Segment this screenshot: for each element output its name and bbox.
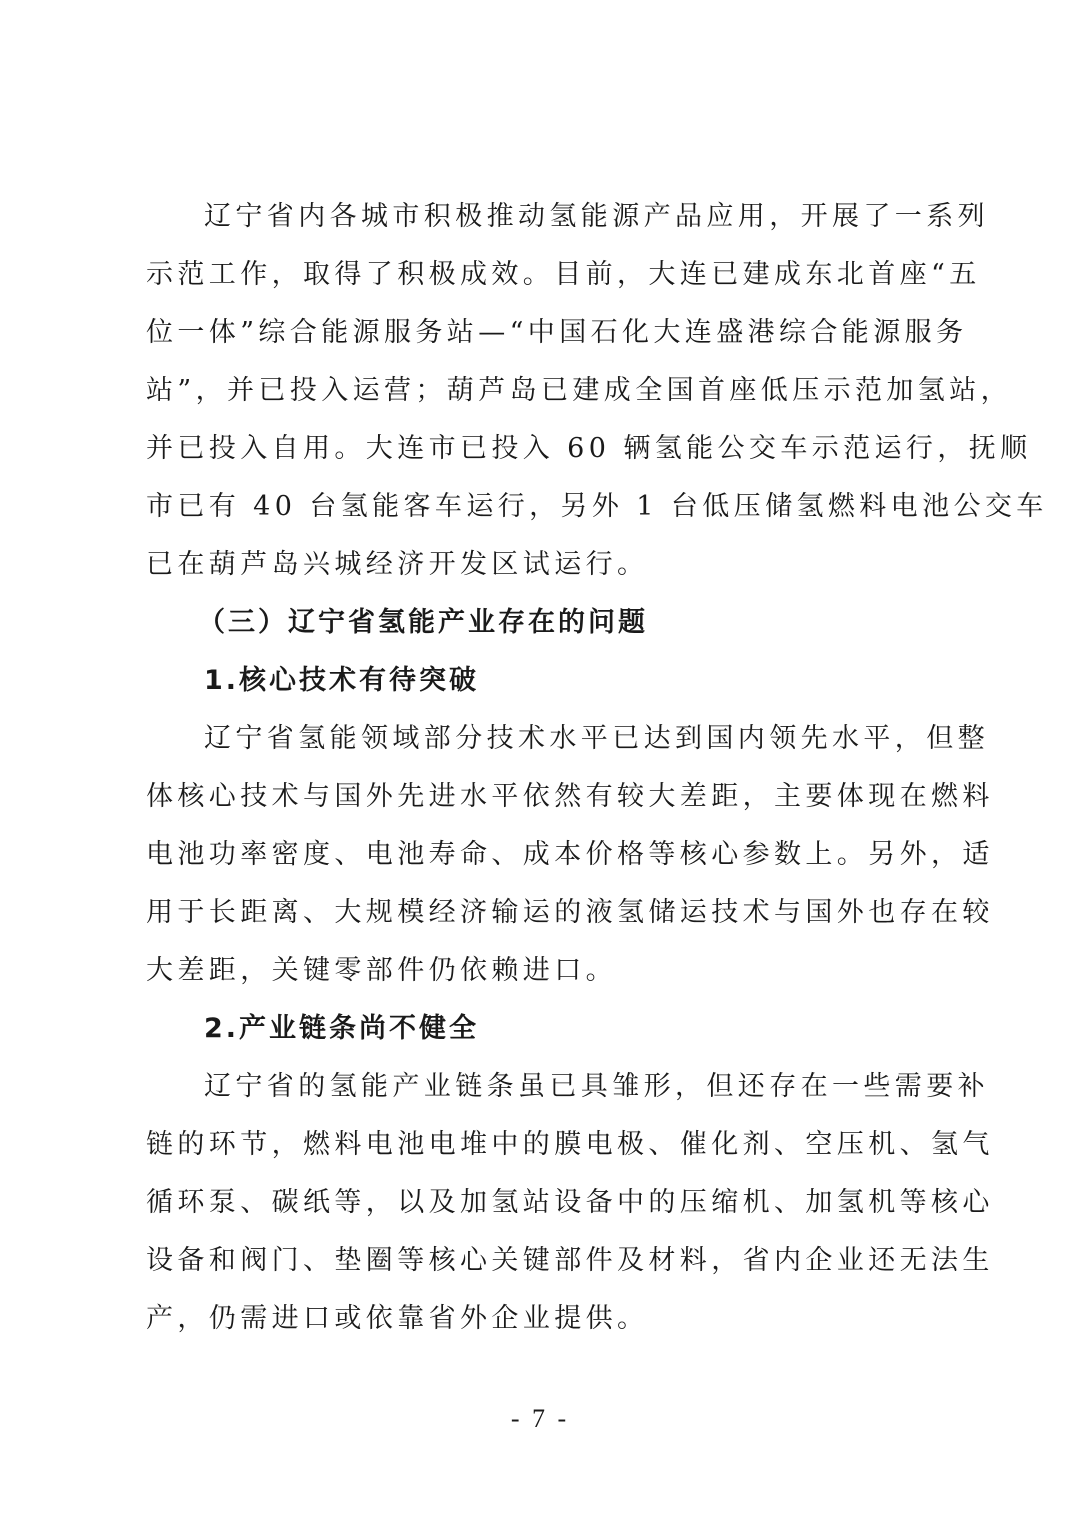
section-heading: （三）辽宁省氢能产业存在的问题 (198, 607, 648, 638)
paragraph-core-technology (146, 710, 994, 1000)
document-body (146, 188, 1048, 1348)
paragraph-line: 辽宁省氢能领域部分技术水平已达到国内领先水平，但整 (204, 723, 989, 754)
paragraph-line: 设备和阀门、垫圈等核心关键部件及材料，省内企业还无法生 (146, 1245, 994, 1276)
paragraph-line: 循环泵、碳纸等，以及加氢站设备中的压缩机、加氢机等核心 (146, 1187, 994, 1218)
paragraph-line: 已在葫芦岛兴城经济开发区试运行。 (146, 549, 649, 580)
paragraph-line: 市已有 40 台氢能客车运行，另外 1 台低压储氢燃料电池公交车 (146, 491, 1048, 522)
paragraph-line: 电池功率密度、电池寿命、成本价格等核心参数上。另外，适 (146, 839, 994, 870)
page-number: - 7 - (510, 1404, 570, 1433)
paragraph-line: 辽宁省的氢能产业链条虽已具雏形，但还存在一些需要补 (204, 1071, 989, 1102)
paragraph-demonstration-projects (146, 188, 1048, 594)
paragraph-line: 辽宁省内各城市积极推动氢能源产品应用，开展了一系列 (204, 201, 989, 232)
paragraph-line: 产，仍需进口或依靠省外企业提供。 (146, 1303, 649, 1334)
subheading-industry-chain: 2.产业链条尚不健全 (204, 1013, 480, 1044)
paragraph-line: 并已投入自用。大连市已投入 60 辆氢能公交车示范运行，抚顺 (146, 433, 1032, 464)
paragraph-line: 站”，并已投入运营；葫芦岛已建成全国首座低压示范加氢站， (146, 375, 1013, 406)
paragraph-line: 位一体”综合能源服务站—“中国石化大连盛港综合能源服务 (146, 317, 968, 348)
paragraph-line: 体核心技术与国外先进水平依然有较大差距，主要体现在燃料 (146, 781, 994, 812)
paragraph-line: 链的环节，燃料电池电堆中的膜电极、催化剂、空压机、氢气 (146, 1129, 994, 1160)
paragraph-line: 大差距，关键零部件仍依赖进口。 (146, 955, 617, 986)
subheading-core-technology: 1.核心技术有待突破 (204, 665, 480, 696)
paragraph-line: 用于长距离、大规模经济输运的液氢储运技术与国外也存在较 (146, 897, 994, 928)
paragraph-line: 示范工作，取得了积极成效。目前，大连已建成东北首座“五 (146, 259, 981, 290)
paragraph-industry-chain (146, 1058, 994, 1348)
